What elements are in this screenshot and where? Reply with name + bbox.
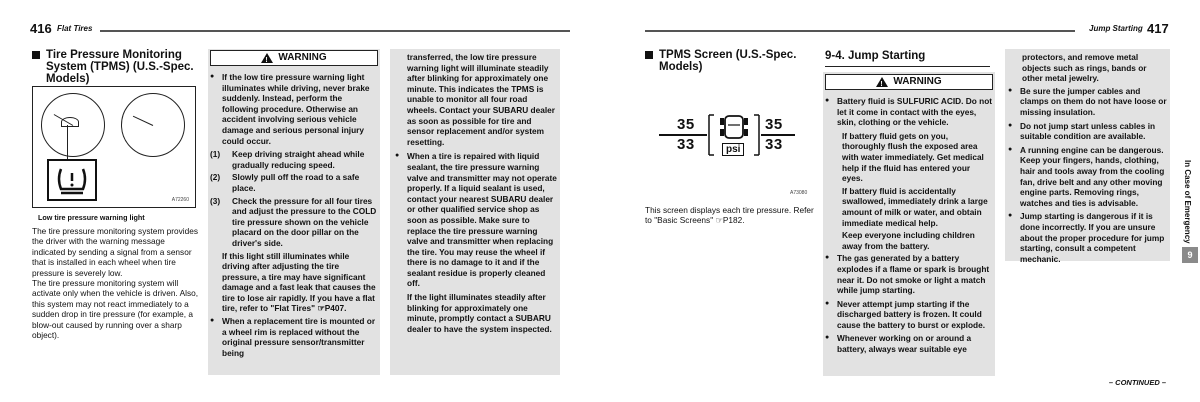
warning-triangle-icon: [876, 77, 888, 87]
section-bullet-icon: [645, 51, 653, 59]
dashboard-figure: [32, 86, 196, 208]
tpms-screen-title: TPMS Screen (U.S.-Spec. Models): [645, 49, 810, 73]
warning-box-left-2: [395, 52, 557, 336]
right-page-header: Jump Starting: [1089, 24, 1143, 33]
chapter-side-tab: In Case of Emergency: [1183, 160, 1192, 244]
leader-line: [67, 125, 68, 161]
warning-header: ! WARNING: [825, 74, 993, 90]
left-page-number: 416: [30, 21, 52, 36]
warning-box-right-1: [825, 74, 993, 358]
warning-bullet: ● Do not jump start unless cables in suitable condition are available.: [1008, 121, 1168, 142]
figure-caption: Low tire pressure warning light: [38, 213, 145, 222]
warning-bullet: ● Never attempt jump starting if the discharged battery is frozen. It could cause the battery to burst or explode.: [825, 299, 993, 331]
warning-box-left-1: [210, 50, 378, 361]
warning-step: (3) Check the pressure for all four tires and adjust the pressure to the COLD tire pressure shown on the vehicle placard on the door pillar on the driver's side.: [210, 195, 377, 248]
warning-paragraph: transferred, the low tire pressure warning light will illuminate steadily after blinking for approximately one minute. This indicates the TPMS is unable to monitor all four road wheels. Contact your SUBARU dealer as soon as possible for tire and sensor replacement and/or system resetting.: [407, 52, 555, 147]
left-page-header: Flat Tires: [57, 24, 93, 33]
title-rule: [825, 66, 990, 67]
pressure-unit-label: psi: [722, 143, 744, 156]
front-right-pressure: 35: [765, 116, 783, 133]
chapter-tab-number: 9: [1182, 247, 1198, 263]
warning-bullet: ● Whenever working on or around a battery, always wear suitable eye: [825, 333, 993, 354]
right-page-number: 417: [1147, 21, 1169, 36]
tpms-section-title: Tire Pressure Monitoring System (TPMS) (U.S.-Spec. Models): [32, 49, 197, 85]
warning-bullet: ● The gas generated by a battery explodes if a flame or spark is brought near it. Do not smoke or light a match while jump starting.: [825, 253, 993, 295]
warning-bullet: ● When a replacement tire is mounted or a wheel rim is replaced without the original pressure sensor/transmitter being: [210, 316, 378, 358]
warning-step: (1) Keep driving straight ahead while gradually reducing speed.: [210, 149, 365, 170]
tpms-screen-body-text: This screen displays each tire pressure. Refer to "Basic Screens" ☞P182.: [645, 205, 814, 226]
tpms-warning-light-inset: [47, 159, 97, 201]
warning-paragraph: If this light still illuminates while driving after adjusting the tire pressure, a tire may have significant damage and a fast leak that causes the tire to lose air rapidly. If you have a flat tire, refer to "Flat Tires" ☞P407.: [222, 250, 376, 314]
warning-paragraph: If battery fluid gets on you, thoroughly flush the exposed area with water immediately. Get medical help if the fluid has entered your eyes.: [842, 130, 984, 184]
warning-paragraph: If battery fluid is accidentally swallowed, immediately drink a large amount of milk or water, and obtain immediate medical help.: [842, 185, 988, 228]
warning-bullet: ● Jump starting is dangerous if it is done incorrectly. If you are unsure about the proper procedure for jump starting, consult a competent mechanic.: [1008, 211, 1168, 264]
tpms-body-text: The tire pressure monitoring system provides the driver with the warning message indicated by sending a signal from a sensor that is installed in each wheel when tire pressure is severely low. The tire pressure monitoring system will activate only when the vehicle is driven. Also, this system may not react immediately to a sudden drop in tire pressure (for example, a blow-out caused by running over a sharp object).: [32, 226, 199, 341]
warning-paragraph: Keep everyone including children away from the battery.: [842, 230, 975, 251]
left-header-rule: [100, 30, 570, 32]
tire-pressure-warning-icon: [49, 161, 95, 199]
warning-box-right-2: [1008, 52, 1168, 267]
warning-bullet: ● When a tire is repaired with liquid sealant, the tire pressure warning valve and transmitter may not operate properly. If a liquid sealant is used, contact your nearest SUBARU dealer or other qualified service shop as soon as possible. Make sure to replace the tire pressure warning valve and transmitter when replacing the tire. You may reuse the wheel if there is no damage to it and if the sealant residue is properly cleaned off.: [395, 151, 557, 289]
rear-right-pressure: 33: [765, 136, 783, 153]
warning-paragraph: protectors, and remove metal objects such as rings, bands or other metal jewelry.: [1022, 52, 1147, 84]
divider-right: [761, 134, 795, 136]
warning-step: (2) Slowly pull off the road to a safe place.: [210, 172, 360, 193]
divider-left: [659, 134, 707, 136]
rear-left-pressure: 33: [677, 136, 695, 153]
warning-bullet: ● If the low tire pressure warning light illuminates while driving, never brake suddenly. Instead, perform the following procedure. Otherwise an accident involving serious vehicle damage and serious personal injury could occur.: [210, 72, 378, 146]
warning-header: ! WARNING: [210, 50, 378, 66]
tpms-display-diagram: [655, 113, 795, 157]
warning-triangle-icon: [261, 53, 273, 63]
figure-code: A73080: [790, 190, 808, 196]
section-bullet-icon: [32, 51, 40, 59]
jump-starting-title: 9-4. Jump Starting: [825, 50, 926, 62]
continued-label: – CONTINUED –: [1108, 378, 1166, 387]
warning-paragraph: If the light illuminates steadily after blinking for approximately one minute, promptly contact a SUBARU dealer to have the system inspected.: [407, 292, 552, 334]
figure-code: A72260: [171, 197, 189, 203]
warning-light-location-marker: [61, 117, 79, 127]
right-header-rule: [645, 30, 1075, 32]
warning-bullet: ● Be sure the jumper cables and clamps on them do not have loose or missing insulation.: [1008, 86, 1168, 118]
front-left-pressure: 35: [677, 116, 695, 133]
warning-bullet: ● Battery fluid is SULFURIC ACID. Do not let it come in contact with the eyes, skin, clothing or the vehicle.: [825, 96, 993, 128]
warning-bullet: ● A running engine can be dangerous. Keep your fingers, hands, clothing, hair and tools away from the cooling fan, drive belt and any other moving engine parts. Removing rings, watches and ties is advisable.: [1008, 145, 1168, 209]
